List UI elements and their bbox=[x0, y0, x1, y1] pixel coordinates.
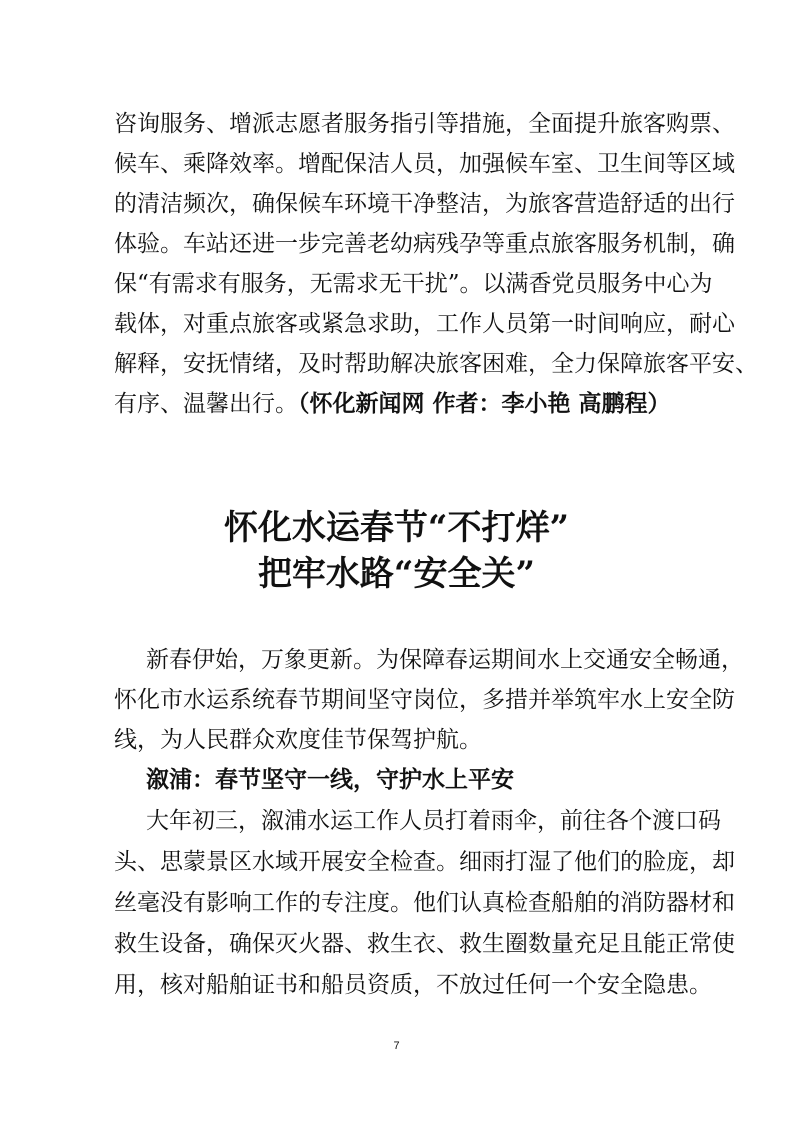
source-credit: （怀化新闻网 作者：李小艳 高鹏程） bbox=[298, 390, 671, 417]
text-line: 的清洁频次，确保候车环境干净整洁，为旅客营造舒适的出行 bbox=[114, 191, 735, 217]
text-line: 头、思蒙景区水域开展安全检查。细雨打湿了他们的脸庞，却 bbox=[114, 849, 735, 875]
text-line: 载体，对重点旅客或紧急求助，工作人员第一时间响应，耐心 bbox=[114, 311, 735, 337]
text-line: 咨询服务、增派志愿者服务指引等措施，全面提升旅客购票、 bbox=[114, 111, 735, 137]
text-line: 线，为人民群众欢度佳节保驾护航。 bbox=[114, 727, 482, 753]
text-line: 解释，安抚情绪，及时帮助解决旅客困难，全力保障旅客平安、 bbox=[114, 351, 758, 377]
section-subheading: 溆浦：春节坚守一线，守护水上平安 bbox=[146, 766, 514, 793]
article-title-line-1: 怀化水运春节“不打烊” bbox=[223, 508, 570, 548]
text-line: 怀化市水运系统春节期间坚守岗位，多措并举筑牢水上安全防 bbox=[114, 687, 735, 713]
article-title-line-2: 把牢水路“安全关” bbox=[257, 554, 536, 594]
text-line bbox=[114, 389, 684, 419]
text-line: 救生设备，确保灭火器、救生衣、救生圈数量充足且能正常使 bbox=[114, 931, 735, 957]
text-line: 保“有需求有服务，无需求无干扰”。以满香党员服务中心为 bbox=[114, 271, 713, 297]
text-line: 用，核对船舶证书和船员资质，不放过任何一个安全隐患。 bbox=[114, 972, 712, 998]
text-line: 大年初三，溆浦水运工作人员打着雨伞，前往各个渡口码 bbox=[146, 808, 721, 834]
text-line: 体验。车站还进一步完善老幼病残孕等重点旅客服务机制，确 bbox=[114, 231, 735, 257]
text-line: 新春伊始，万象更新。为保障春运期间水上交通安全畅通， bbox=[146, 647, 744, 673]
text-line: 候车、乘降效率。增配保洁人员，加强候车室、卫生间等区域 bbox=[114, 151, 735, 177]
text-line-end: 有序、温馨出行。 bbox=[114, 391, 298, 417]
page-number: 7 bbox=[393, 1040, 400, 1052]
text-line: 丝毫没有影响工作的专注度。他们认真检查船舶的消防器材和 bbox=[114, 890, 735, 916]
